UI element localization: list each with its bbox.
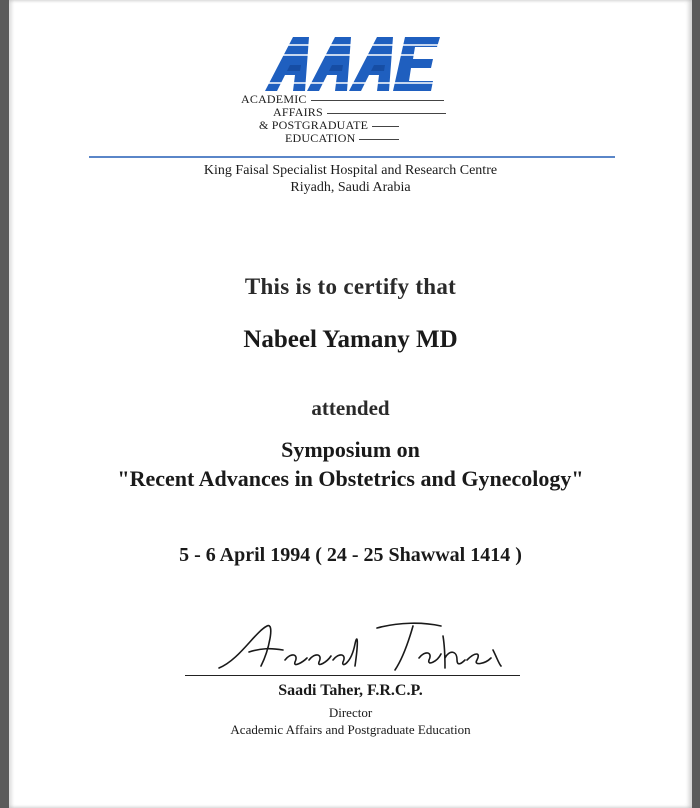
event-dates: 5 - 6 April 1994 ( 24 - 25 Shawwal 1414 ) [179, 544, 522, 566]
logo-text-block [241, 93, 466, 148]
signatory-title: Director [328, 705, 373, 720]
signature-line [185, 675, 520, 676]
logo-line-3: & POSTGRADUATE [259, 119, 399, 132]
header-divider [89, 156, 615, 158]
logo-acronym: AAAE [265, 35, 268, 36]
logo-line-4: EDUCATION [285, 132, 399, 145]
aaae-logo [265, 35, 440, 93]
logo-line-2: AFFAIRS [273, 106, 446, 119]
attended-text: attended [311, 396, 390, 420]
signatory-name: Saadi Taher, F.R.C.P. [278, 682, 423, 699]
institution-name: King Faisal Specialist Hospital and Research Centre [203, 163, 498, 178]
event-line-1: Symposium on [281, 437, 420, 462]
event-title: "Recent Advances in Obstetrics and Gynecology" [117, 466, 584, 491]
recipient-name: Nabeel Yamany MD [243, 326, 458, 353]
signatory-department: Academic Affairs and Postgraduate Education [230, 722, 471, 737]
certify-intro: This is to certify that [244, 274, 457, 299]
certificate-sheet [9, 0, 692, 808]
signature-text: Saadi Taher [209, 614, 214, 615]
signature [209, 614, 509, 676]
institution-location: Riyadh, Saudi Arabia [290, 180, 411, 195]
logo-line-1: ACADEMIC [241, 93, 444, 106]
